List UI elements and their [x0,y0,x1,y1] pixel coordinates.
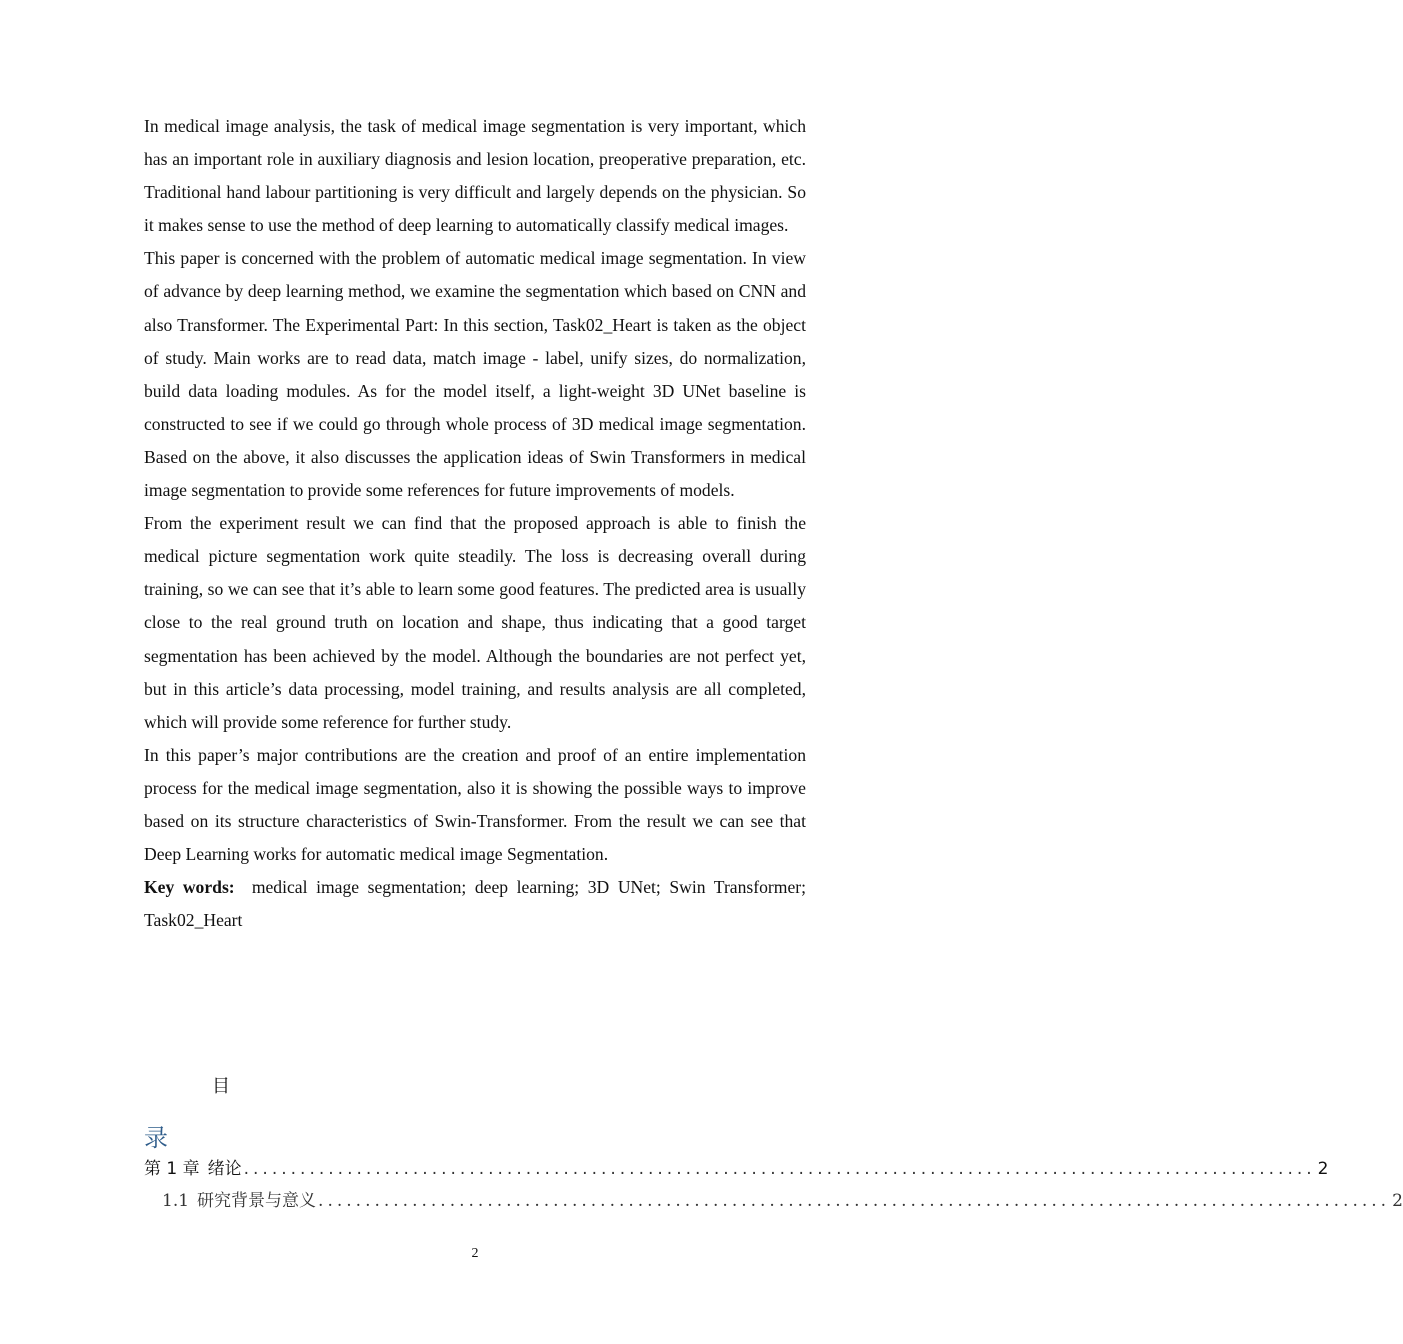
toc-entry-number: 第 1 章 [144,1159,200,1179]
toc-entry-section-1-1[interactable] [162,1186,1403,1211]
toc-entry-number: 1.1 [162,1191,190,1211]
toc-entry-page: 2 [1317,1159,1329,1179]
abstract-paragraph: This paper is concerned with the problem of automatic medical image segmentation. In view of advance by deep learning method, we examine the segmentation which based on CNN and also Transformer. The Experimental Part: In this section, Task02_Heart is taken as the object of study. Main works are to read data, match image - label, unify sizes, do normalization, build data loading modules. As for the model itself, a light-weight 3D UNet baseline is constructed to see if we could go through whole process of 3D medical image segmentation. Based on the above, it also discusses the application ideas of Swin Transformers in medical image segmentation to provide some references for future improvements of models. [144,248,806,501]
toc-heading-part1: 目 [212,1076,230,1097]
toc-leader-dots: .................................................................................................................. [318,1191,1391,1211]
page-number: 2 [471,1246,479,1261]
abstract-paragraph: In this paper’s major contributions are the creation and proof of an entire implementation process for the medical image segmentation, also it is showing the possible ways to improve based on its structure characteristics of Swin-Transformer. From the result we can see that Deep Learning works for automatic medical image Segmentation. [144,744,806,865]
toc-leader-dots: .................................................................................................................. [243,1159,1316,1179]
abstract-paragraph: From the experiment result we can find that the proposed approach is able to finish the medical picture segmentation work quite steadily. The loss is decreasing overall during training, so we can see that it’s able to learn some good features. The predicted area is usually close to the real ground truth on location and shape, thus indicating that a good target segmentation has been achieved by the model. Although the boundaries are not perfect yet, but in this article’s data processing, model training, and results analysis are all completed, which will provide some reference for further study. [144,513,806,732]
abstract-paragraph: In medical image analysis, the task of medical image segmentation is very important, which has an important role in auxiliary diagnosis and lesion location, preoperative preparation, etc. Traditional hand labour partitioning is very difficult and largely depends on the physician. So it makes sense to use the method of deep learning to automatically classify medical images. [144,116,806,236]
toc-entry-title: 绪论 [207,1159,242,1179]
keywords-line [144,871,806,937]
keywords-label: Key words: [144,877,235,898]
toc-entry-title: 研究背景与意义 [197,1191,317,1211]
toc-entry-chapter-1[interactable] [144,1154,1329,1179]
keywords-text: medical image segmentation; deep learning; 3D UNet; Swin Transformer; Task02_Heart [144,877,807,931]
toc-entry-page: 2 [1392,1191,1403,1211]
abstract-body [144,110,806,937]
toc-heading-part2: 录 [144,1124,168,1152]
